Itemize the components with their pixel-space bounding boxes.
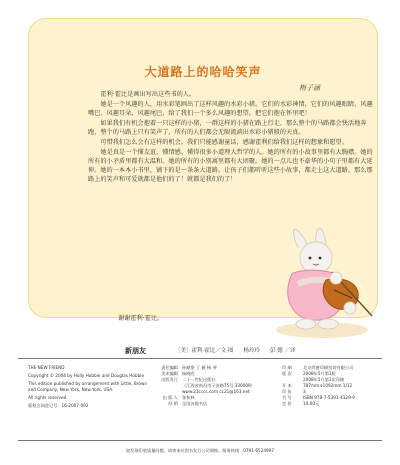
english-line-2: Copyright © 2004 by Holly Hobbie and Douglas Hobbie [28,373,145,378]
info-value: 杨晓欣 [182,371,195,376]
info-value: 全国各地书店 [182,401,208,406]
english-line-1: THE NEW FRIEND [28,365,65,370]
print-key: 定 价 [282,401,292,406]
credit-translator: 彭 懿 ／译 [270,348,296,354]
info-row [152,401,280,407]
book-title: 新朋友 [125,347,146,355]
credit-author-illustrator: ［美］霍利·霍比／文·图 [175,348,234,354]
preface-paragraph-3: 如果我们有机会抱着一只这样的小猪，一群这样的小猪在路上行走，那么整个的马路都会快活地奔跑，整个的马路上只有笑声了，所有的人们都会无限流淌出水彩小猪般的天真。 [88,120,367,136]
info-value: www.21cccc.com cc21@163.net [182,389,250,394]
preface-paragraph-5: 她是真是一个懂友谊、懂情感、懂得很多小道理大哲学的人。她的所有的小故事里都有大胸襟。她的所有的小矛盾里都有大温和。她的所有的小别离里都有大团聚。她的一点儿也不豪华的小句子里都有大延伸。她的一本本小书里，铺下的是一条条大道路。让孩子们都听听这些小故事，都走上这大道路，那么那路上的笑声和可爱就都是他们的了！就都是我们的了！ [88,149,373,183]
preface-signature: 梅子涵 [299,84,320,92]
book-credits [175,346,390,354]
print-value: 10.00元 [303,401,320,406]
english-copyright-block [28,365,148,411]
info-key: 责任编辑 [161,365,178,370]
footer-note: 如发现印装质量问题，请寄本社图书发行公司调换。服务热线：0791-6524997 [125,448,275,453]
print-key: 版 次 [282,371,292,376]
print-row [282,401,377,407]
english-line-4: All rights reserved. [28,395,68,400]
print-value: 3 [303,389,306,394]
info-value: （江西省南昌市子安路75号 330009） [182,383,255,388]
divider-line-bottom [18,440,382,441]
print-key: 印 张 [282,389,292,394]
print-value: 北京尚唐印刷包装有限公司 [303,365,354,370]
english-line-3: This edition published by arrangement with Little, Brown and Company, New York, New York, USA. [28,381,148,392]
print-key: 书 号 [282,395,292,400]
print-key: 印 刷 [282,365,292,370]
info-value: 张秋林 [182,395,195,400]
publisher-info-block [152,365,280,407]
credit-person-2: 杨玲玲 [243,348,261,354]
english-line-5: 版权合同登记号：16-2007-092 [28,403,89,408]
print-key: 开 本 [282,383,292,388]
info-key: 出版发行 [161,377,178,382]
preface-paragraph-1: 霍利·霍比是画出写出这些书的人。 [100,91,196,98]
preface-paragraphs [88,90,378,185]
info-key: 经 销 [168,401,178,406]
preface-paragraph-4: 可惜我们怎么会有这样的机会。我们只能感谢童话，感谢霍利们给我们这样的想象和愿望。 [100,139,348,146]
print-value: 2008年5月第1版 [303,371,336,376]
preface-paragraph-2: 她是一个风趣的人，用水彩笔画出了这样风趣的水彩小猪。它们的水彩神情，它们的风趣眼睛、风趣嘴巴、风趣耳朵、风趣尾巴，给了我们一个多么风趣的想望，把它们抱在怀里吧！ [88,101,373,117]
rabbit-violin-illustration [262,220,382,340]
print-value: 2008年5月第1次印刷 [303,377,345,382]
print-value: ISBN 978-7-5391-4129-9 [303,395,355,400]
info-key: 美术编辑 [161,371,178,376]
printing-info-block [282,365,377,407]
info-value: 孙献豪 丁 薇 杨 琴 [182,365,217,370]
preface-thanks: 谢谢霍利·霍比。 [118,315,164,322]
info-value: 二十一世纪出版社 [182,377,216,382]
preface-title: 大道路上的哈哈笑声 [144,65,262,79]
divider-line-top [18,358,382,359]
info-key: 出 版 人 [162,395,178,400]
print-value: 787mm×1092mm 1/12 [303,383,353,388]
